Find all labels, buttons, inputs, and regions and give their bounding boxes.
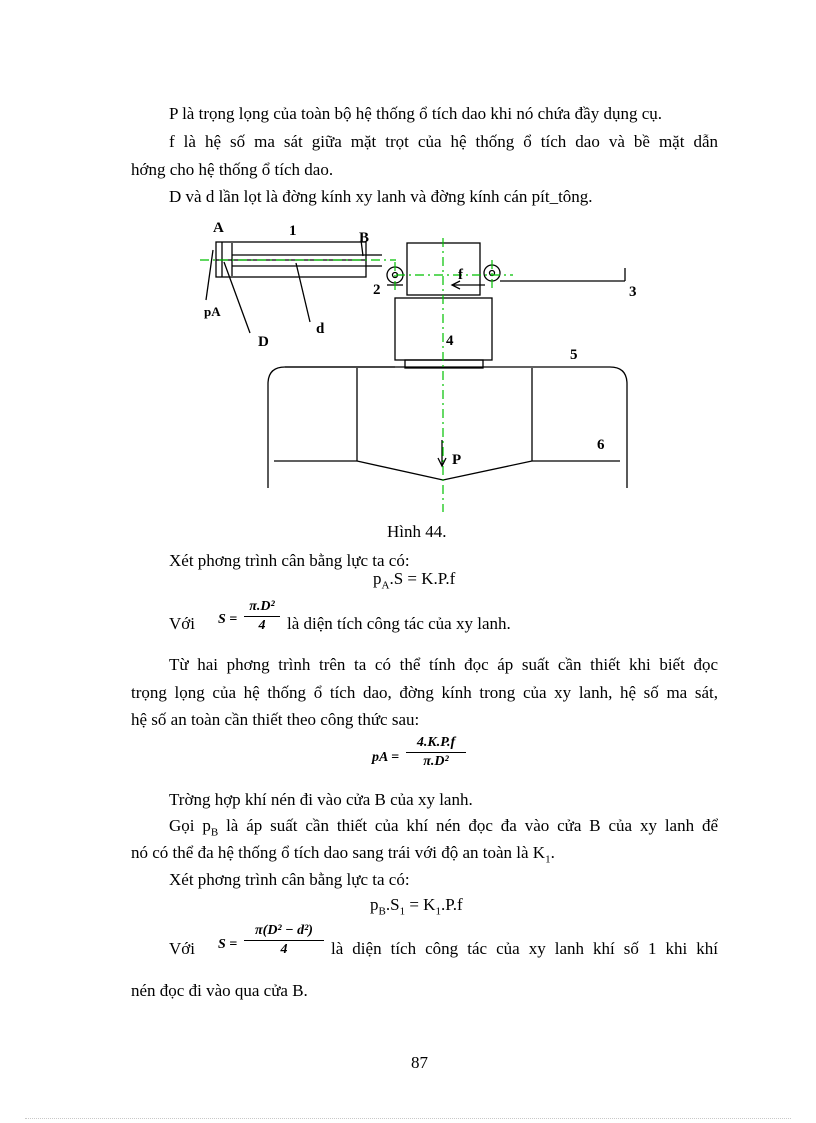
label-B: B xyxy=(359,230,370,246)
formula-s2-den: 4 xyxy=(280,942,288,957)
text-line-f-def-cont: hớng cho hệ thống ổ tích dao. xyxy=(131,160,334,179)
voi-label-1: Với xyxy=(169,614,195,633)
equation-1: $p_A.S = K.P.f$ xyxy=(373,569,456,592)
formula-pa-lhs: pA = xyxy=(372,750,400,765)
label-D: D xyxy=(258,334,269,350)
label-f: f xyxy=(458,267,463,283)
equation-2: $p_B.S_1 = K_1.P.f$ xyxy=(370,895,463,918)
page-bottom-divider xyxy=(25,1118,791,1119)
formula-s1-num: π.D² xyxy=(244,598,280,617)
s1-description: là diện tích công tác của xy lanh. xyxy=(287,614,511,633)
text-line-p-def: P là trọng lọng của toàn bộ hệ thống ổ tích dao khi nó chứa đầy dụng cụ. xyxy=(169,104,662,123)
formula-s2-fraction xyxy=(244,922,324,959)
label-6: 6 xyxy=(597,437,605,453)
leader-d xyxy=(296,263,310,322)
text-line-equilibrium-2: Xét phơng trình cân bằng lực ta có: xyxy=(169,870,410,889)
text-line-para2-c: hệ số an toàn cần thiết theo công thức sau: xyxy=(131,710,420,729)
s2-description: là diện tích công tác của xy lanh khí số 1 khi khí xyxy=(331,939,718,958)
leader-D xyxy=(224,262,250,333)
label-pA: pA xyxy=(204,304,221,319)
text-line-equilibrium-1: Xét phơng trình cân bằng lực ta có: xyxy=(169,551,410,570)
page-number: 87 xyxy=(411,1053,428,1072)
label-1: 1 xyxy=(289,223,297,239)
figure-44-diagram xyxy=(190,215,650,515)
label-P: P xyxy=(452,452,462,468)
label-A: A xyxy=(213,220,224,236)
upper-block xyxy=(407,243,480,295)
leader-pA xyxy=(206,250,213,300)
formula-pa-den: π.D² xyxy=(423,754,449,769)
text-line-D-d-def: D và d lần lọt là đờng kính xy lanh và đờng kính cán pít_tông. xyxy=(169,187,593,206)
label-3: 3 xyxy=(629,284,637,300)
s2-description-cont: nén đọc đi vào qua cửa B. xyxy=(131,981,308,1000)
formula-s1-fraction xyxy=(244,598,280,635)
top-plate-5 xyxy=(268,367,627,488)
formula-s2-lhs: S = xyxy=(218,937,238,952)
formula-pa-fraction xyxy=(406,734,466,771)
text-line-para2-a: Từ hai phơng trình trên ta có thể tính đọc áp suất cần thiết khi biết đọc xyxy=(169,655,718,674)
label-5: 5 xyxy=(570,347,578,363)
text-line-f-def: f là hệ số ma sát giữa mặt trọt của hệ thống ổ tích dao và bề mặt dẫn xyxy=(169,132,718,151)
formula-s2-num: π(D² − d²) xyxy=(244,922,324,941)
text-line-para3-b: nó có thể đa hệ thống ổ tích dao sang trái với độ an toàn là $K_1$. xyxy=(131,843,555,866)
label-2: 2 xyxy=(373,282,381,298)
text-line-para2-b: trọng lọng của hệ thống ổ tích dao, đờng kính trong của xy lanh, hệ số ma sát, xyxy=(131,683,718,702)
label-4: 4 xyxy=(446,333,454,349)
formula-pa-num: 4.K.P.f xyxy=(406,734,466,753)
formula-s1-lhs: S = xyxy=(218,612,238,627)
label-d: d xyxy=(316,321,325,337)
text-line-para3-a: Gọi $p_B$ là áp suất cần thiết của khí nén đọc đa vào cửa B của xy lanh để xyxy=(169,816,718,839)
figure-caption: Hình 44. xyxy=(387,522,447,541)
text-line-case-B: Trờng hợp khí nén đi vào cửa B của xy lanh. xyxy=(169,790,473,809)
base-v-left xyxy=(357,461,443,480)
voi-label-2: Với xyxy=(169,939,195,958)
formula-s1-den: 4 xyxy=(258,618,266,633)
